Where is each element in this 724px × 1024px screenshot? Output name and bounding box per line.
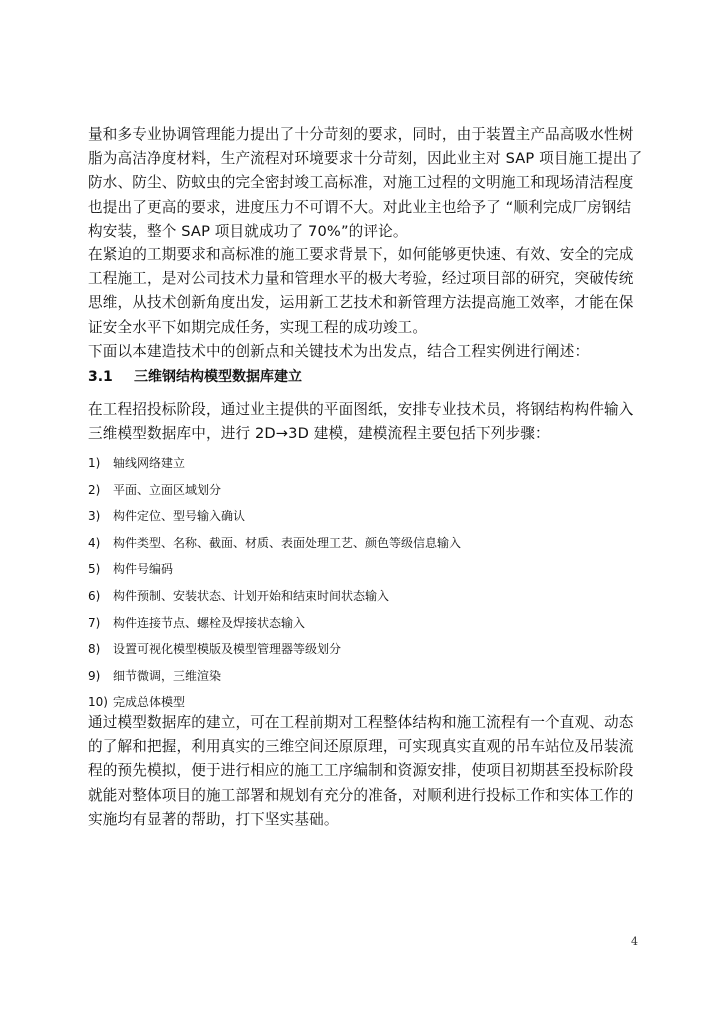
paragraph-lead-in: 下面以本建造技术中的创新点和关键技术为出发点，结合工程实例进行阐述： bbox=[88, 343, 590, 360]
list-item bbox=[88, 452, 648, 479]
modeling-steps-list bbox=[88, 452, 648, 718]
step-text: 平面、立面区域划分 bbox=[113, 482, 222, 497]
step-text: 构件类型、名称、截面、材质、表面处理工艺、颜色等级信息输入 bbox=[113, 535, 462, 550]
step-number: 2) bbox=[88, 482, 101, 497]
paragraph-challenges: 在紧迫的工期要求和高标准的施工要求背景下，如何能够更快速、有效、安全的完成工程施工，是对公司技术力量和管理水平的极大考验，经过项目部的研究，突破传统思维，从技术创新角度出发，运用新工艺技术和新管理方法提高施工效率，才能在保证安全水平下如期完成任务，实现工程的成功竣工。 bbox=[88, 246, 634, 336]
step-text: 构件连接节点、螺栓及焊接状态输入 bbox=[113, 615, 306, 630]
list-item bbox=[88, 638, 648, 665]
list-item bbox=[88, 505, 648, 532]
list-item bbox=[88, 665, 648, 692]
step-text: 细节微调，三维渲染 bbox=[113, 668, 222, 683]
list-item bbox=[88, 585, 648, 612]
list-item bbox=[88, 612, 648, 639]
paragraph-requirements: 量和多专业协调管理能力提出了十分苛刻的要求，同时，由于装置主产品高吸水性树脂为高洁净度材料，生产流程对环境要求十分苛刻，因此业主对 SAP 项目施工提出了防水、防尘、防蚊虫的完全密封竣工高标准，对施工过程的文明施工和现场清洁程度也提出了更高的要求，进度压力不可谓不大。对此业主也给予了 “顺利完成厂房钢结构安装，整个 SAP 项目就成功了 70%”的评论。 bbox=[88, 126, 643, 240]
list-item bbox=[88, 558, 648, 585]
paragraph-benefits: 通过模型数据库的建立，可在工程前期对工程整体结构和施工流程有一个直观、动态的了解和把握，利用真实的三维空间还原原理，可实现真实直观的吊车站位及吊装流程的预先模拟，便于进行相应的施工工序编制和资源安排，使项目初期甚至投标阶段就能对整体项目的施工部署和规划有充分的准备，对顺利进行投标工作和实体工作的实施均有显著的帮助，打下坚实基础。 bbox=[88, 714, 634, 828]
step-text: 构件定位、型号输入确认 bbox=[113, 509, 246, 524]
step-number: 3) bbox=[88, 509, 101, 524]
step-number: 8) bbox=[88, 642, 101, 657]
step-text: 轴线网络建立 bbox=[113, 456, 186, 470]
paragraph-modeling-intro: 在工程招投标阶段，通过业主提供的平面图纸，安排专业技术员，将钢结构构件输入三维模型数据库中，进行 2D→3D 建模，建模流程主要包括下列步骤： bbox=[88, 401, 634, 443]
step-number: 4) bbox=[88, 535, 101, 550]
step-text: 构件号编码 bbox=[113, 562, 174, 577]
section-number: 3.1 bbox=[88, 369, 113, 385]
step-number: 7) bbox=[88, 615, 101, 630]
step-text: 构件预制、安装状态、计划开始和结束时间状态输入 bbox=[113, 588, 390, 603]
page-number: 4 bbox=[631, 935, 638, 948]
section-title: 三维钢结构模型数据库建立 bbox=[134, 369, 302, 385]
step-text: 设置可视化模型模版及模型管理器等级划分 bbox=[113, 642, 342, 657]
step-number: 1) bbox=[88, 456, 101, 470]
step-number: 5) bbox=[88, 562, 101, 577]
step-number: 9) bbox=[88, 668, 101, 683]
step-number: 10) bbox=[88, 695, 108, 710]
list-item bbox=[88, 479, 648, 506]
list-item bbox=[88, 532, 648, 559]
step-text: 完成总体模型 bbox=[113, 695, 186, 710]
section-heading bbox=[88, 366, 302, 388]
step-number: 6) bbox=[88, 588, 101, 603]
